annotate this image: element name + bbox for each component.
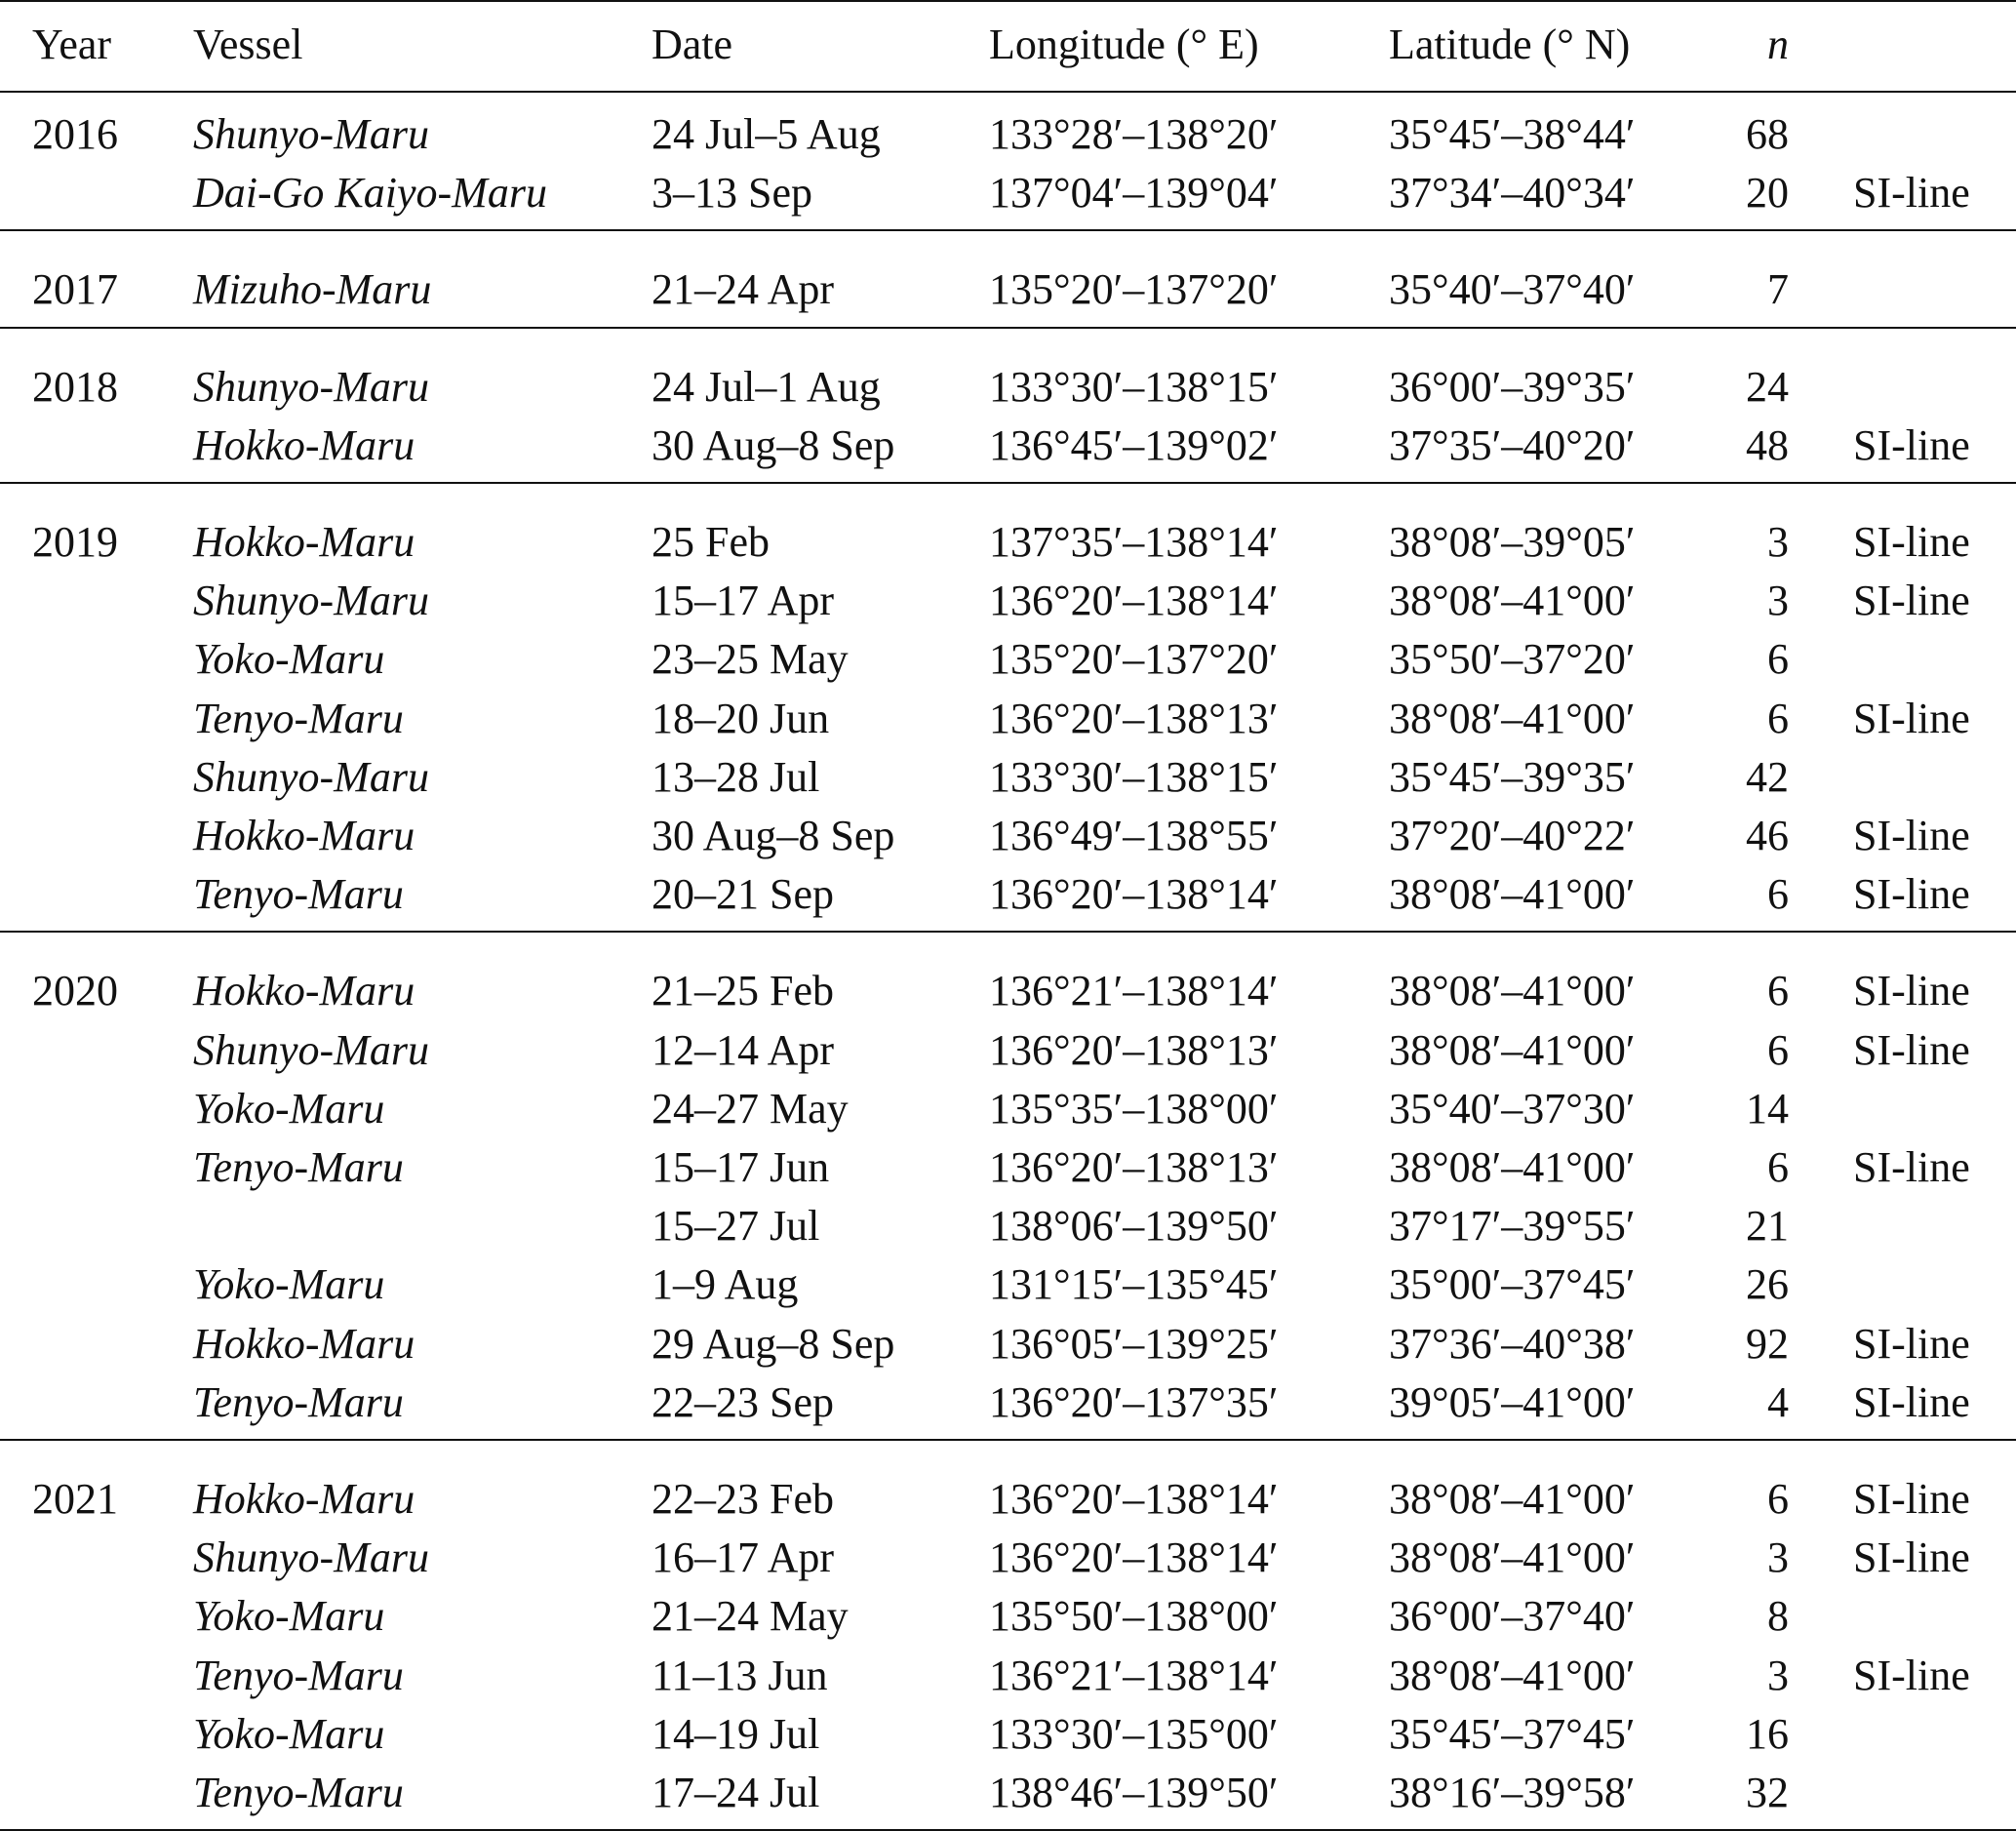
cell-n: 6	[1767, 1475, 1789, 1523]
table-row	[0, 358, 2016, 417]
cell-vessel: Shunyo-Maru	[193, 752, 429, 801]
cell-note: SI-line	[1853, 812, 1970, 859]
cell-vessel: Tenyo-Maru	[193, 1377, 404, 1426]
cell-date: 14–19 Jul	[652, 1709, 820, 1758]
cell-latitude: 35°00′–37°45′	[1389, 1260, 1636, 1309]
group-rule	[0, 327, 2016, 329]
cell-longitude: 137°35′–138°14′	[989, 518, 1279, 566]
cell-year: 2016	[32, 110, 118, 158]
cell-longitude: 135°50′–138°00′	[989, 1592, 1279, 1641]
cell-note: SI-line	[1853, 1377, 1970, 1426]
table-row	[0, 105, 2016, 164]
table-row	[0, 630, 2016, 689]
cell-note: SI-line	[1853, 518, 1970, 566]
cell-n: 3	[1767, 1651, 1789, 1699]
group-rule	[0, 482, 2016, 484]
cell-latitude: 35°45′–39°35′	[1389, 752, 1636, 801]
cell-note: SI-line	[1853, 1025, 1970, 1074]
cell-longitude: 136°20′–138°13′	[989, 1143, 1279, 1191]
cell-n: 68	[1746, 110, 1789, 158]
cell-latitude: 36°00′–39°35′	[1389, 362, 1636, 411]
cell-date: 21–24 Apr	[652, 265, 834, 314]
cell-longitude: 136°05′–139°25′	[989, 1319, 1279, 1368]
cell-date: 15–17 Apr	[652, 577, 834, 625]
cell-date: 13–28 Jul	[652, 752, 820, 801]
group-rule	[0, 229, 2016, 231]
cell-longitude: 135°20′–137°20′	[989, 265, 1279, 314]
cell-latitude: 35°40′–37°40′	[1389, 265, 1636, 314]
header-vessel: Vessel	[193, 20, 303, 68]
cell-latitude: 38°16′–39°58′	[1389, 1769, 1636, 1816]
cell-n: 14	[1746, 1084, 1789, 1133]
cell-longitude: 133°28′–138°20′	[989, 110, 1279, 158]
cell-year: 2018	[32, 362, 118, 411]
table-row	[0, 1705, 2016, 1764]
cell-longitude: 136°20′–137°35′	[989, 1377, 1279, 1426]
cell-n: 6	[1767, 694, 1789, 742]
cell-latitude: 37°20′–40°22′	[1389, 812, 1636, 859]
cell-vessel: Shunyo-Maru	[193, 362, 429, 411]
cell-n: 6	[1767, 1143, 1789, 1191]
cell-date: 24–27 May	[652, 1084, 849, 1133]
cell-date: 22–23 Sep	[652, 1377, 834, 1426]
cell-n: 6	[1767, 635, 1789, 684]
cell-longitude: 133°30′–138°15′	[989, 362, 1279, 411]
cell-date: 18–20 Jun	[652, 694, 830, 742]
cell-latitude: 38°08′–41°00′	[1389, 870, 1636, 919]
cell-latitude: 38°08′–41°00′	[1389, 1651, 1636, 1699]
header-year: Year	[32, 20, 112, 68]
cell-longitude: 136°20′–138°14′	[989, 1533, 1279, 1582]
cell-vessel: Hokko-Maru	[193, 1319, 415, 1368]
cell-longitude: 133°30′–135°00′	[989, 1709, 1279, 1758]
table-row	[0, 1021, 2016, 1080]
cell-longitude: 136°20′–138°13′	[989, 1025, 1279, 1074]
table-row	[0, 865, 2016, 924]
cell-note: SI-line	[1853, 870, 1970, 919]
cell-year: 2017	[32, 265, 118, 314]
cell-n: 32	[1746, 1769, 1789, 1816]
cell-note: SI-line	[1853, 577, 1970, 625]
cell-vessel: Hokko-Maru	[193, 967, 415, 1015]
table-row	[0, 1647, 2016, 1705]
cell-date: 1–9 Aug	[652, 1260, 799, 1309]
cell-date: 11–13 Jun	[652, 1651, 828, 1699]
cell-latitude: 38°08′–41°00′	[1389, 967, 1636, 1015]
cell-n: 48	[1746, 420, 1789, 469]
cell-note: SI-line	[1853, 1475, 1970, 1523]
cell-latitude: 37°34′–40°34′	[1389, 169, 1636, 218]
cell-longitude: 138°46′–139°50′	[989, 1769, 1279, 1816]
table-row	[0, 1138, 2016, 1197]
cell-date: 29 Aug–8 Sep	[652, 1319, 895, 1368]
cell-latitude: 35°50′–37°20′	[1389, 635, 1636, 684]
cell-n: 20	[1746, 169, 1789, 218]
cell-note: SI-line	[1853, 694, 1970, 742]
header-rule	[0, 91, 2016, 93]
table-row	[0, 1197, 2016, 1255]
cell-date: 20–21 Sep	[652, 870, 834, 919]
cell-n: 6	[1767, 870, 1789, 919]
cell-vessel: Hokko-Maru	[193, 812, 415, 859]
cell-latitude: 38°08′–39°05′	[1389, 518, 1636, 566]
cell-vessel: Shunyo-Maru	[193, 110, 429, 158]
cell-vessel: Mizuho-Maru	[193, 265, 432, 314]
cell-date: 17–24 Jul	[652, 1769, 820, 1816]
table-row	[0, 748, 2016, 807]
cell-year: 2020	[32, 967, 118, 1015]
cell-longitude: 136°20′–138°14′	[989, 577, 1279, 625]
header-latitude: Latitude (° N)	[1389, 20, 1631, 68]
cell-n: 3	[1767, 577, 1789, 625]
cell-date: 22–23 Feb	[652, 1475, 834, 1523]
cell-longitude: 136°20′–138°14′	[989, 870, 1279, 919]
cell-date: 30 Aug–8 Sep	[652, 812, 895, 859]
cell-date: 24 Jul–5 Aug	[652, 110, 881, 158]
cell-latitude: 37°36′–40°38′	[1389, 1319, 1636, 1368]
cell-n: 24	[1746, 362, 1789, 411]
table-row	[0, 1255, 2016, 1314]
cell-longitude: 131°15′–135°45′	[989, 1260, 1279, 1309]
cell-year: 2019	[32, 518, 118, 566]
top-rule	[0, 0, 2016, 2]
cell-latitude: 37°17′–39°55′	[1389, 1202, 1636, 1251]
cell-n: 3	[1767, 518, 1789, 566]
cell-longitude: 136°45′–139°02′	[989, 420, 1279, 469]
cell-date: 25 Feb	[652, 518, 770, 566]
cell-vessel: Dai-Go Kaiyo-Maru	[193, 169, 547, 218]
table-row	[0, 1529, 2016, 1587]
cell-date: 16–17 Apr	[652, 1533, 834, 1582]
cell-latitude: 36°00′–37°40′	[1389, 1592, 1636, 1641]
cell-latitude: 38°08′–41°00′	[1389, 1025, 1636, 1074]
cell-latitude: 35°45′–38°44′	[1389, 110, 1636, 158]
cell-longitude: 138°06′–139°50′	[989, 1202, 1279, 1251]
cell-n: 4	[1767, 1377, 1789, 1426]
cell-note: SI-line	[1853, 967, 1970, 1015]
cell-latitude: 38°08′–41°00′	[1389, 1475, 1636, 1523]
cell-date: 15–27 Jul	[652, 1202, 820, 1251]
table-row	[0, 417, 2016, 475]
group-rule	[0, 931, 2016, 933]
cell-date: 21–24 May	[652, 1592, 849, 1641]
table-row	[0, 1373, 2016, 1432]
cell-longitude: 136°21′–138°14′	[989, 967, 1279, 1015]
header-date: Date	[652, 20, 733, 68]
cell-longitude: 137°04′–139°04′	[989, 169, 1279, 218]
cell-date: 12–14 Apr	[652, 1025, 834, 1074]
cell-vessel: Tenyo-Maru	[193, 1769, 404, 1816]
cell-latitude: 39°05′–41°00′	[1389, 1377, 1636, 1426]
cell-vessel: Shunyo-Maru	[193, 577, 429, 625]
cell-longitude: 136°20′–138°13′	[989, 694, 1279, 742]
cell-longitude: 136°49′–138°55′	[989, 812, 1279, 859]
cell-vessel: Tenyo-Maru	[193, 1651, 404, 1699]
table-row	[0, 1315, 2016, 1373]
cell-latitude: 38°08′–41°00′	[1389, 1143, 1636, 1191]
cell-n: 21	[1746, 1202, 1789, 1251]
table-row	[0, 1764, 2016, 1822]
cell-vessel: Hokko-Maru	[193, 518, 415, 566]
cell-n: 42	[1746, 752, 1789, 801]
cell-n: 6	[1767, 1025, 1789, 1074]
group-rule	[0, 1439, 2016, 1441]
cell-note: SI-line	[1853, 1143, 1970, 1191]
cell-n: 46	[1746, 812, 1789, 859]
cell-n: 3	[1767, 1533, 1789, 1582]
cell-note: SI-line	[1853, 1533, 1970, 1582]
cell-vessel: Hokko-Maru	[193, 1475, 415, 1523]
cell-date: 30 Aug–8 Sep	[652, 420, 895, 469]
cell-longitude: 136°21′–138°14′	[989, 1651, 1279, 1699]
cell-latitude: 38°08′–41°00′	[1389, 694, 1636, 742]
cell-n: 8	[1767, 1592, 1789, 1641]
cell-date: 23–25 May	[652, 635, 849, 684]
table-row	[0, 1587, 2016, 1646]
cell-longitude: 135°35′–138°00′	[989, 1084, 1279, 1133]
table-row	[0, 260, 2016, 319]
cell-vessel: Hokko-Maru	[193, 420, 415, 469]
cell-latitude: 35°40′–37°30′	[1389, 1084, 1636, 1133]
cell-vessel: Yoko-Maru	[193, 1084, 385, 1133]
cell-vessel: Tenyo-Maru	[193, 694, 404, 742]
cell-n: 6	[1767, 967, 1789, 1015]
cell-longitude: 133°30′–138°15′	[989, 752, 1279, 801]
header-n: n	[1767, 20, 1789, 68]
cell-note: SI-line	[1853, 169, 1970, 218]
table-row	[0, 513, 2016, 572]
cell-date: 15–17 Jun	[652, 1143, 830, 1191]
cell-n: 16	[1746, 1709, 1789, 1758]
table-row	[0, 164, 2016, 222]
table-header	[0, 16, 2016, 74]
cell-latitude: 37°35′–40°20′	[1389, 420, 1636, 469]
cell-date: 21–25 Feb	[652, 967, 834, 1015]
cell-n: 26	[1746, 1260, 1789, 1309]
cell-date: 3–13 Sep	[652, 169, 812, 218]
cell-n: 7	[1767, 265, 1789, 314]
cell-longitude: 135°20′–137°20′	[989, 635, 1279, 684]
header-longitude: Longitude (° E)	[989, 20, 1259, 68]
cell-n: 92	[1746, 1319, 1789, 1368]
table-row	[0, 1470, 2016, 1529]
cell-date: 24 Jul–1 Aug	[652, 362, 881, 411]
cell-note: SI-line	[1853, 1651, 1970, 1699]
cell-vessel: Tenyo-Maru	[193, 870, 404, 919]
table-row	[0, 572, 2016, 630]
cell-note: SI-line	[1853, 1319, 1970, 1368]
table-row	[0, 962, 2016, 1020]
cell-vessel: Yoko-Maru	[193, 1592, 385, 1641]
cell-latitude: 38°08′–41°00′	[1389, 577, 1636, 625]
cell-latitude: 35°45′–37°45′	[1389, 1709, 1636, 1758]
cell-vessel: Shunyo-Maru	[193, 1533, 429, 1582]
cell-vessel: Yoko-Maru	[193, 1260, 385, 1309]
cell-vessel: Shunyo-Maru	[193, 1025, 429, 1074]
cell-longitude: 136°20′–138°14′	[989, 1475, 1279, 1523]
table-row	[0, 690, 2016, 748]
cell-latitude: 38°08′–41°00′	[1389, 1533, 1636, 1582]
table-row	[0, 1080, 2016, 1138]
cell-vessel: Tenyo-Maru	[193, 1143, 404, 1191]
table-row	[0, 807, 2016, 865]
cell-vessel: Yoko-Maru	[193, 635, 385, 684]
cell-year: 2021	[32, 1475, 118, 1523]
cell-note: SI-line	[1853, 420, 1970, 469]
cell-vessel: Yoko-Maru	[193, 1709, 385, 1758]
